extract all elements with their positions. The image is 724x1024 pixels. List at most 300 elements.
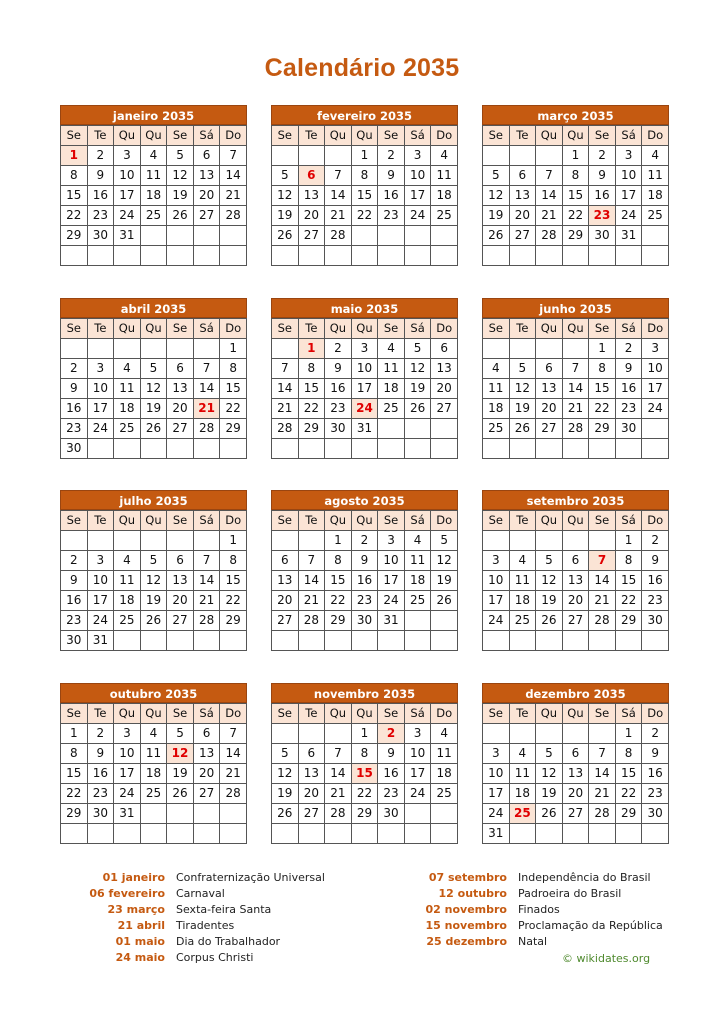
day-cell [404,419,431,439]
holiday-item [418,870,663,886]
weekday-header: Do [220,511,247,531]
day-cell: 6 [562,551,589,571]
month-title: julho 2035 [60,490,247,510]
weekday-header: Se [589,126,616,146]
day-cell [404,824,431,844]
holiday-date: 21 abril [117,919,165,932]
day-cell: 6 [431,339,458,359]
day-cell [114,824,141,844]
month-calendar [60,490,247,651]
day-cell: 8 [325,551,352,571]
day-cell: 14 [589,764,616,784]
day-cell: 23 [61,419,88,439]
holiday-item [88,870,325,886]
day-cell: 27 [272,611,299,631]
day-cell: 10 [378,551,405,571]
day-cell: 14 [562,379,589,399]
day-cell: 23 [378,206,405,226]
day-cell [589,724,616,744]
day-cell: 21 [589,784,616,804]
day-cell: 20 [298,206,325,226]
day-cell: 8 [351,744,378,764]
day-cell: 22 [61,206,88,226]
weekday-header: Qu [536,704,563,724]
day-cell [378,246,405,266]
day-cell [351,246,378,266]
weekday-header: Se [61,511,88,531]
day-cell: 3 [114,146,141,166]
day-cell: 9 [378,166,405,186]
day-cell: 2 [642,724,669,744]
weekday-header: Te [509,511,536,531]
day-cell: 16 [61,591,88,611]
day-cell [589,246,616,266]
day-cell: 26 [431,591,458,611]
day-cell [589,439,616,459]
day-cell: 12 [167,166,194,186]
day-cell: 4 [378,339,405,359]
month-title: março 2035 [482,105,669,125]
day-cell: 15 [220,379,247,399]
day-cell: 4 [140,146,167,166]
day-cell [272,339,299,359]
holiday-item [88,918,325,934]
day-cell: 22 [351,206,378,226]
weekday-header: Sá [615,704,642,724]
day-cell: 16 [325,379,352,399]
day-cell: 12 [272,186,299,206]
weekday-header: Qu [114,126,141,146]
day-cell: 29 [615,804,642,824]
day-cell [114,246,141,266]
day-cell: 14 [325,764,352,784]
day-cell: 5 [140,359,167,379]
weekday-header: Te [87,511,114,531]
day-cell: 3 [483,744,510,764]
day-cell: 28 [220,206,247,226]
page-title: Calendário 2035 [264,54,460,82]
day-cell [272,531,299,551]
day-cell: 26 [404,399,431,419]
day-cell: 16 [87,764,114,784]
day-cell [87,531,114,551]
day-cell: 26 [167,784,194,804]
day-cell: 3 [404,724,431,744]
day-cell [140,246,167,266]
day-cell [140,631,167,651]
day-cell: 29 [220,611,247,631]
weekday-header: Do [220,319,247,339]
weekday-header: Do [431,704,458,724]
day-cell: 14 [272,379,299,399]
weekday-header: Se [61,126,88,146]
holiday-item [418,902,663,918]
day-cell: 31 [615,226,642,246]
day-cell: 29 [615,611,642,631]
holiday-name: Natal [518,935,548,948]
day-cell [483,724,510,744]
day-cell: 27 [536,419,563,439]
day-cell: 17 [87,399,114,419]
month-calendar [482,683,669,844]
holiday-name: Padroeira do Brasil [518,887,622,900]
month-calendar [60,683,247,844]
day-cell: 12 [536,571,563,591]
day-cell: 5 [509,359,536,379]
day-cell: 1 [589,339,616,359]
month-calendar [60,298,247,459]
day-cell [509,824,536,844]
day-cell: 14 [220,744,247,764]
day-cell: 10 [87,571,114,591]
day-cell: 18 [642,186,669,206]
day-cell [431,824,458,844]
day-cell: 20 [431,379,458,399]
holiday-item [88,886,325,902]
day-cell: 8 [562,166,589,186]
day-cell: 18 [140,186,167,206]
month-title: setembro 2035 [482,490,669,510]
month-calendar [271,490,458,651]
weekday-header: Sá [404,511,431,531]
day-cell: 13 [298,186,325,206]
day-cell: 9 [61,379,88,399]
day-cell: 20 [509,206,536,226]
day-cell: 13 [562,571,589,591]
day-cell [431,419,458,439]
day-cell: 16 [87,186,114,206]
day-cell: 20 [167,591,194,611]
month-calendar [482,105,669,266]
day-cell: 31 [351,419,378,439]
day-cell [167,531,194,551]
day-cell: 25 [140,784,167,804]
day-cell: 6 [193,724,220,744]
day-cell: 17 [483,784,510,804]
day-cell: 6 [536,359,563,379]
day-cell: 10 [483,764,510,784]
day-cell: 25 [483,419,510,439]
day-cell: 19 [431,571,458,591]
day-cell: 20 [298,784,325,804]
day-cell [140,226,167,246]
day-cell [325,246,352,266]
day-cell: 24 [378,591,405,611]
day-cell: 19 [140,591,167,611]
holiday-day-cell: 24 [351,399,378,419]
day-cell: 27 [298,226,325,246]
day-cell: 4 [509,744,536,764]
day-cell: 7 [298,551,325,571]
day-cell: 10 [351,359,378,379]
day-cell: 3 [87,551,114,571]
weekday-header: Se [167,511,194,531]
day-cell: 28 [220,784,247,804]
weekday-header: Qu [351,126,378,146]
day-cell: 27 [431,399,458,419]
month-calendar [271,298,458,459]
day-cell [87,246,114,266]
day-cell: 23 [87,784,114,804]
day-cell: 29 [562,226,589,246]
weekday-header: Sá [193,319,220,339]
day-cell: 27 [298,804,325,824]
day-cell: 28 [193,419,220,439]
day-cell: 26 [536,611,563,631]
day-cell [114,631,141,651]
day-cell: 29 [61,804,88,824]
weekday-header: Se [378,319,405,339]
day-cell [431,439,458,459]
day-cell: 1 [220,531,247,551]
day-cell: 31 [87,631,114,651]
day-cell: 29 [589,419,616,439]
day-cell: 7 [325,166,352,186]
day-cell [536,724,563,744]
day-cell: 30 [61,439,88,459]
day-cell [272,824,299,844]
weekday-header: Te [87,126,114,146]
day-cell [325,146,352,166]
day-cell: 17 [114,186,141,206]
day-cell: 9 [351,551,378,571]
holiday-day-cell: 1 [298,339,325,359]
footer-credit: © wikidates.org [562,952,651,965]
day-cell: 11 [114,379,141,399]
day-cell: 28 [298,611,325,631]
day-cell: 15 [298,379,325,399]
day-cell [404,611,431,631]
day-cell: 10 [483,571,510,591]
day-cell: 4 [431,146,458,166]
day-cell: 2 [87,146,114,166]
month-calendar [60,105,247,266]
day-cell: 21 [272,399,299,419]
day-cell: 7 [220,724,247,744]
day-cell: 16 [378,764,405,784]
day-cell: 12 [509,379,536,399]
day-cell: 22 [220,399,247,419]
day-cell: 31 [378,611,405,631]
day-cell: 14 [220,166,247,186]
holiday-item [88,902,325,918]
day-cell [220,226,247,246]
day-cell: 10 [404,744,431,764]
day-cell: 4 [404,531,431,551]
day-cell: 11 [509,764,536,784]
day-cell: 25 [431,206,458,226]
day-cell: 10 [615,166,642,186]
day-cell: 22 [615,591,642,611]
holiday-date: 12 outubro [438,887,507,900]
holiday-name: Proclamação da República [518,919,663,932]
day-cell: 15 [351,186,378,206]
day-cell: 12 [404,359,431,379]
holiday-date: 25 dezembro [426,935,507,948]
weekday-header: Do [642,319,669,339]
day-cell [220,439,247,459]
weekday-header: Sá [615,319,642,339]
day-cell: 14 [193,379,220,399]
day-cell: 7 [589,744,616,764]
day-cell [325,439,352,459]
day-cell: 11 [431,166,458,186]
weekday-header: Te [298,126,325,146]
weekday-header: Do [431,126,458,146]
day-cell: 14 [298,571,325,591]
day-cell: 22 [298,399,325,419]
day-cell: 24 [87,611,114,631]
day-cell [167,804,194,824]
holiday-item [418,886,663,902]
weekday-header: Qu [114,511,141,531]
day-cell: 4 [140,724,167,744]
day-cell: 13 [193,744,220,764]
day-cell: 23 [615,399,642,419]
weekday-header: Sá [193,704,220,724]
weekday-header: Te [87,704,114,724]
day-cell: 21 [193,591,220,611]
day-cell: 19 [483,206,510,226]
day-cell [562,246,589,266]
weekday-header: Qu [325,319,352,339]
day-cell: 7 [562,359,589,379]
weekday-header: Qu [536,126,563,146]
day-cell [220,246,247,266]
day-cell: 8 [220,359,247,379]
day-cell [642,226,669,246]
weekday-header: Te [509,704,536,724]
day-cell: 17 [87,591,114,611]
day-cell: 7 [220,146,247,166]
day-cell: 6 [562,744,589,764]
weekday-header: Qu [140,704,167,724]
day-cell: 15 [562,186,589,206]
day-cell: 2 [642,531,669,551]
day-cell: 25 [140,206,167,226]
day-cell: 26 [536,804,563,824]
weekday-header: Se [483,704,510,724]
day-cell: 24 [114,206,141,226]
day-cell [140,439,167,459]
day-cell: 3 [483,551,510,571]
day-cell: 24 [87,419,114,439]
day-cell: 28 [193,611,220,631]
day-cell [509,146,536,166]
day-cell [378,824,405,844]
day-cell [431,226,458,246]
day-cell: 8 [615,744,642,764]
day-cell [615,246,642,266]
day-cell: 10 [404,166,431,186]
day-cell: 16 [615,379,642,399]
weekday-header: Se [378,704,405,724]
holiday-name: Tiradentes [176,919,235,932]
day-cell [509,439,536,459]
day-cell [562,631,589,651]
day-cell: 15 [61,764,88,784]
day-cell [193,439,220,459]
day-cell: 11 [140,744,167,764]
day-cell [114,439,141,459]
day-cell: 9 [642,551,669,571]
day-cell: 29 [220,419,247,439]
day-cell: 2 [589,146,616,166]
day-cell: 24 [114,784,141,804]
weekday-header: Qu [140,511,167,531]
day-cell: 16 [589,186,616,206]
day-cell: 2 [87,724,114,744]
day-cell [431,611,458,631]
day-cell: 13 [167,379,194,399]
day-cell [220,631,247,651]
day-cell [61,246,88,266]
day-cell [325,724,352,744]
month-title: janeiro 2035 [60,105,247,125]
day-cell [589,531,616,551]
holiday-name: Sexta-feira Santa [176,903,272,916]
day-cell: 21 [220,186,247,206]
day-cell: 1 [220,339,247,359]
day-cell [298,824,325,844]
day-cell: 1 [351,724,378,744]
day-cell: 12 [536,764,563,784]
day-cell: 7 [325,744,352,764]
weekday-header: Se [272,126,299,146]
day-cell: 15 [615,764,642,784]
holiday-name: Carnaval [176,887,225,900]
weekday-header: Te [298,319,325,339]
month-title: maio 2035 [271,298,458,318]
day-cell: 3 [378,531,405,551]
day-cell: 10 [87,379,114,399]
weekday-header: Se [167,704,194,724]
day-cell: 6 [193,146,220,166]
day-cell: 4 [509,551,536,571]
weekday-header: Se [167,126,194,146]
day-cell: 8 [589,359,616,379]
weekday-header: Se [483,319,510,339]
weekday-header: Te [509,126,536,146]
day-cell: 6 [167,359,194,379]
day-cell: 29 [61,226,88,246]
weekday-header: Qu [351,511,378,531]
day-cell [140,531,167,551]
day-cell [483,439,510,459]
weekday-header: Se [378,511,405,531]
day-cell [114,531,141,551]
day-cell: 8 [61,744,88,764]
weekday-header: Se [272,319,299,339]
weekday-header: Do [642,511,669,531]
day-cell: 23 [642,784,669,804]
day-cell [351,631,378,651]
holiday-date: 06 fevereiro [89,887,165,900]
day-cell: 17 [404,764,431,784]
day-cell [193,246,220,266]
holiday-day-cell: 21 [193,399,220,419]
day-cell [642,419,669,439]
month-title: dezembro 2035 [482,683,669,703]
holiday-date: 07 setembro [428,871,507,884]
day-cell: 26 [272,804,299,824]
day-cell [562,724,589,744]
holiday-list-right [418,870,663,950]
weekday-header: Se [589,511,616,531]
day-cell [167,246,194,266]
day-cell: 16 [642,571,669,591]
day-cell: 18 [404,571,431,591]
